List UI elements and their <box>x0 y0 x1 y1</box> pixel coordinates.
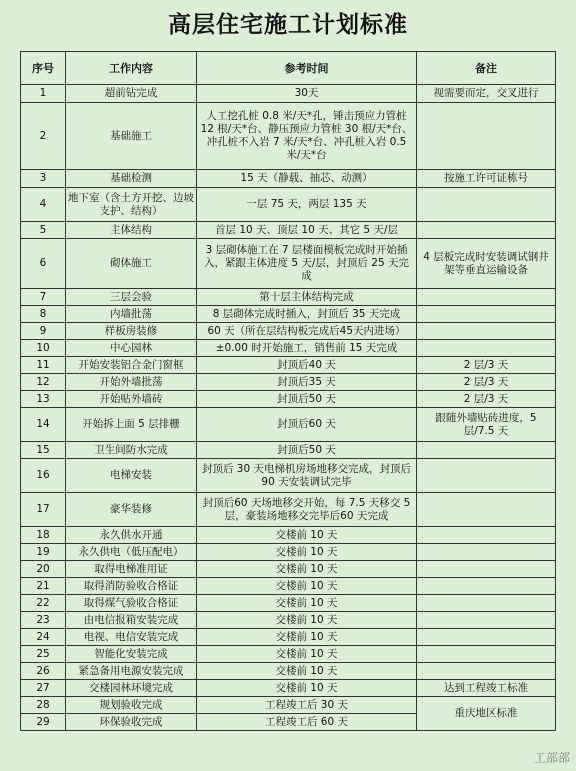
table-row <box>21 357 556 374</box>
cell-task: 开始外墙批荡 <box>66 374 197 391</box>
cell-time: 封顶后60 天场地移交开始，每 7.5 天移交 5 层，豪装场地移交完毕后60 天完成 <box>197 493 417 527</box>
cell-time: 第十层主体结构完成 <box>197 289 417 306</box>
schedule-table <box>20 51 556 731</box>
cell-no: 5 <box>21 222 66 239</box>
cell-time: 8 层砌体完成时插入，封顶后 35 天完成 <box>197 306 417 323</box>
page-title: 高层住宅施工计划标准 <box>168 11 408 38</box>
cell-task: 基础施工 <box>66 103 197 170</box>
cell-no: 16 <box>21 459 66 493</box>
cell-time: 交楼前 10 天 <box>197 680 417 697</box>
cell-task: 豪华装修 <box>66 493 197 527</box>
cell-time: 工程竣工后 60 天 <box>197 714 417 731</box>
header-row <box>21 52 556 85</box>
cell-task: 中心园林 <box>66 340 197 357</box>
cell-task: 开始安装铝合金门窗框 <box>66 357 197 374</box>
cell-note <box>417 595 556 612</box>
cell-no: 20 <box>21 561 66 578</box>
cell-time: 人工挖孔桩 0.8 米/天*孔，锤击预应力管桩 12 根/天*台、静压预应力管桩 30 根/天*台、冲孔桩不入岩 7 米/天*台、冲孔桩入岩 0.5 米/天*台 <box>197 103 417 170</box>
cell-task: 取得消防验收合格证 <box>66 578 197 595</box>
cell-time: 交楼前 10 天 <box>197 561 417 578</box>
table-row <box>21 306 556 323</box>
cell-time: 交楼前 10 天 <box>197 663 417 680</box>
cell-task: 地下室（含土方开挖、边坡支护、结构） <box>66 188 197 222</box>
cell-note <box>417 493 556 527</box>
cell-no: 6 <box>21 239 66 289</box>
cell-task: 取得煤气验收合格证 <box>66 595 197 612</box>
cell-no: 23 <box>21 612 66 629</box>
cell-note: 4 层板完成时安装调试钢井架等垂直运输设备 <box>417 239 556 289</box>
cell-note <box>417 306 556 323</box>
cell-no: 22 <box>21 595 66 612</box>
cell-no: 13 <box>21 391 66 408</box>
cell-time: 30天 <box>197 85 417 103</box>
cell-task: 交楼园林环境完成 <box>66 680 197 697</box>
cell-time: 交楼前 10 天 <box>197 595 417 612</box>
table-row <box>21 612 556 629</box>
cell-no: 7 <box>21 289 66 306</box>
cell-task: 样板房装修 <box>66 323 197 340</box>
cell-no: 26 <box>21 663 66 680</box>
cell-note <box>417 323 556 340</box>
cell-time: 封顶后40 天 <box>197 357 417 374</box>
cell-no: 19 <box>21 544 66 561</box>
cell-task: 开始贴外墙砖 <box>66 391 197 408</box>
header-task: 工作内容 <box>66 52 197 85</box>
cell-no: 2 <box>21 103 66 170</box>
cell-no: 9 <box>21 323 66 340</box>
cell-task: 三层会验 <box>66 289 197 306</box>
cell-no: 21 <box>21 578 66 595</box>
cell-time: 15 天（静载、抽芯、动测） <box>197 170 417 188</box>
cell-time: 交楼前 10 天 <box>197 544 417 561</box>
table-row <box>21 629 556 646</box>
cell-note: 重庆地区标准 <box>417 697 556 731</box>
cell-time: 封顶后35 天 <box>197 374 417 391</box>
cell-task: 永久供水开通 <box>66 527 197 544</box>
header-no: 序号 <box>21 52 66 85</box>
cell-note <box>417 578 556 595</box>
table-row <box>21 340 556 357</box>
header-time: 参考时间 <box>197 52 417 85</box>
cell-time: 封顶后50 天 <box>197 391 417 408</box>
cell-note: 视需要而定，交叉进行 <box>417 85 556 103</box>
cell-time: 交楼前 10 天 <box>197 578 417 595</box>
cell-task: 超前钻完成 <box>66 85 197 103</box>
cell-no: 15 <box>21 442 66 459</box>
cell-time: 60 天（所在层结构板完成后45天内进场） <box>197 323 417 340</box>
cell-task: 主体结构 <box>66 222 197 239</box>
table-row <box>21 188 556 222</box>
table-row <box>21 527 556 544</box>
table-row <box>21 442 556 459</box>
table-row <box>21 323 556 340</box>
cell-note: 按施工许可证栋号 <box>417 170 556 188</box>
cell-no: 10 <box>21 340 66 357</box>
cell-note <box>417 289 556 306</box>
cell-task: 由电信报箱安装完成 <box>66 612 197 629</box>
cell-task: 基础检测 <box>66 170 197 188</box>
table-row <box>21 170 556 188</box>
cell-note <box>417 340 556 357</box>
cell-note <box>417 561 556 578</box>
cell-time: 首层 10 天、顶层 10 天、其它 5 天/层 <box>197 222 417 239</box>
cell-time: 交楼前 10 天 <box>197 629 417 646</box>
cell-note: 跟随外墙贴砖进度，5 层/7.5 天 <box>417 408 556 442</box>
cell-note: 达到工程竣工标准 <box>417 680 556 697</box>
cell-task: 卫生间防水完成 <box>66 442 197 459</box>
cell-note <box>417 442 556 459</box>
cell-note: 2 层/3 天 <box>417 357 556 374</box>
table-row <box>21 544 556 561</box>
table-row <box>21 646 556 663</box>
table-row <box>21 239 556 289</box>
cell-time: 工程竣工后 30 天 <box>197 697 417 714</box>
cell-task: 规划验收完成 <box>66 697 197 714</box>
table-row <box>21 408 556 442</box>
cell-time: 封顶后 30 天电梯机房场地移交完成，封顶后 90 天安装调试完毕 <box>197 459 417 493</box>
table-row <box>21 561 556 578</box>
table-row <box>21 103 556 170</box>
cell-no: 29 <box>21 714 66 731</box>
table-row <box>21 391 556 408</box>
cell-no: 8 <box>21 306 66 323</box>
cell-task: 电视、电信安装完成 <box>66 629 197 646</box>
cell-note <box>417 103 556 170</box>
cell-no: 25 <box>21 646 66 663</box>
table-row <box>21 85 556 103</box>
cell-no: 4 <box>21 188 66 222</box>
table-row <box>21 663 556 680</box>
cell-time: 一层 75 天，两层 135 天 <box>197 188 417 222</box>
table-row <box>21 578 556 595</box>
cell-task: 取得电梯准用证 <box>66 561 197 578</box>
cell-no: 18 <box>21 527 66 544</box>
cell-no: 28 <box>21 697 66 714</box>
cell-time: 3 层砌体施工在 7 层楼面模板完成时开始插入，紧跟主体进度 5 天/层，封顶后 25 天完成 <box>197 239 417 289</box>
cell-note: 2 层/3 天 <box>417 391 556 408</box>
header-note: 备注 <box>417 52 556 85</box>
cell-note: 2 层/3 天 <box>417 374 556 391</box>
cell-time: 交楼前 10 天 <box>197 527 417 544</box>
cell-task: 内墙批荡 <box>66 306 197 323</box>
cell-note <box>417 222 556 239</box>
cell-task: 环保验收完成 <box>66 714 197 731</box>
cell-note <box>417 629 556 646</box>
cell-time: 封顶后60 天 <box>197 408 417 442</box>
cell-no: 27 <box>21 680 66 697</box>
table-row <box>21 374 556 391</box>
cell-no: 24 <box>21 629 66 646</box>
table-row <box>21 289 556 306</box>
table-row <box>21 493 556 527</box>
cell-task: 砌体施工 <box>66 239 197 289</box>
cell-note <box>417 459 556 493</box>
cell-note <box>417 527 556 544</box>
cell-note <box>417 612 556 629</box>
cell-time: 封顶后50 天 <box>197 442 417 459</box>
table-row <box>21 595 556 612</box>
cell-note <box>417 646 556 663</box>
watermark: 工部部 <box>533 751 570 765</box>
cell-time: 交楼前 10 天 <box>197 612 417 629</box>
cell-task: 开始拆上面 5 层排栅 <box>66 408 197 442</box>
cell-task: 紧急备用电源安装完成 <box>66 663 197 680</box>
cell-note <box>417 663 556 680</box>
cell-no: 1 <box>21 85 66 103</box>
table-row <box>21 680 556 697</box>
cell-no: 11 <box>21 357 66 374</box>
cell-no: 14 <box>21 408 66 442</box>
cell-no: 17 <box>21 493 66 527</box>
table-row <box>21 222 556 239</box>
cell-task: 智能化安装完成 <box>66 646 197 663</box>
cell-task: 永久供电（低压配电） <box>66 544 197 561</box>
cell-time: 交楼前 10 天 <box>197 646 417 663</box>
cell-no: 12 <box>21 374 66 391</box>
cell-note <box>417 544 556 561</box>
cell-task: 电梯安装 <box>66 459 197 493</box>
cell-note <box>417 188 556 222</box>
table-row <box>21 459 556 493</box>
cell-no: 3 <box>21 170 66 188</box>
table-row <box>21 697 556 714</box>
cell-time: ±0.00 时开始施工，销售前 15 天完成 <box>197 340 417 357</box>
